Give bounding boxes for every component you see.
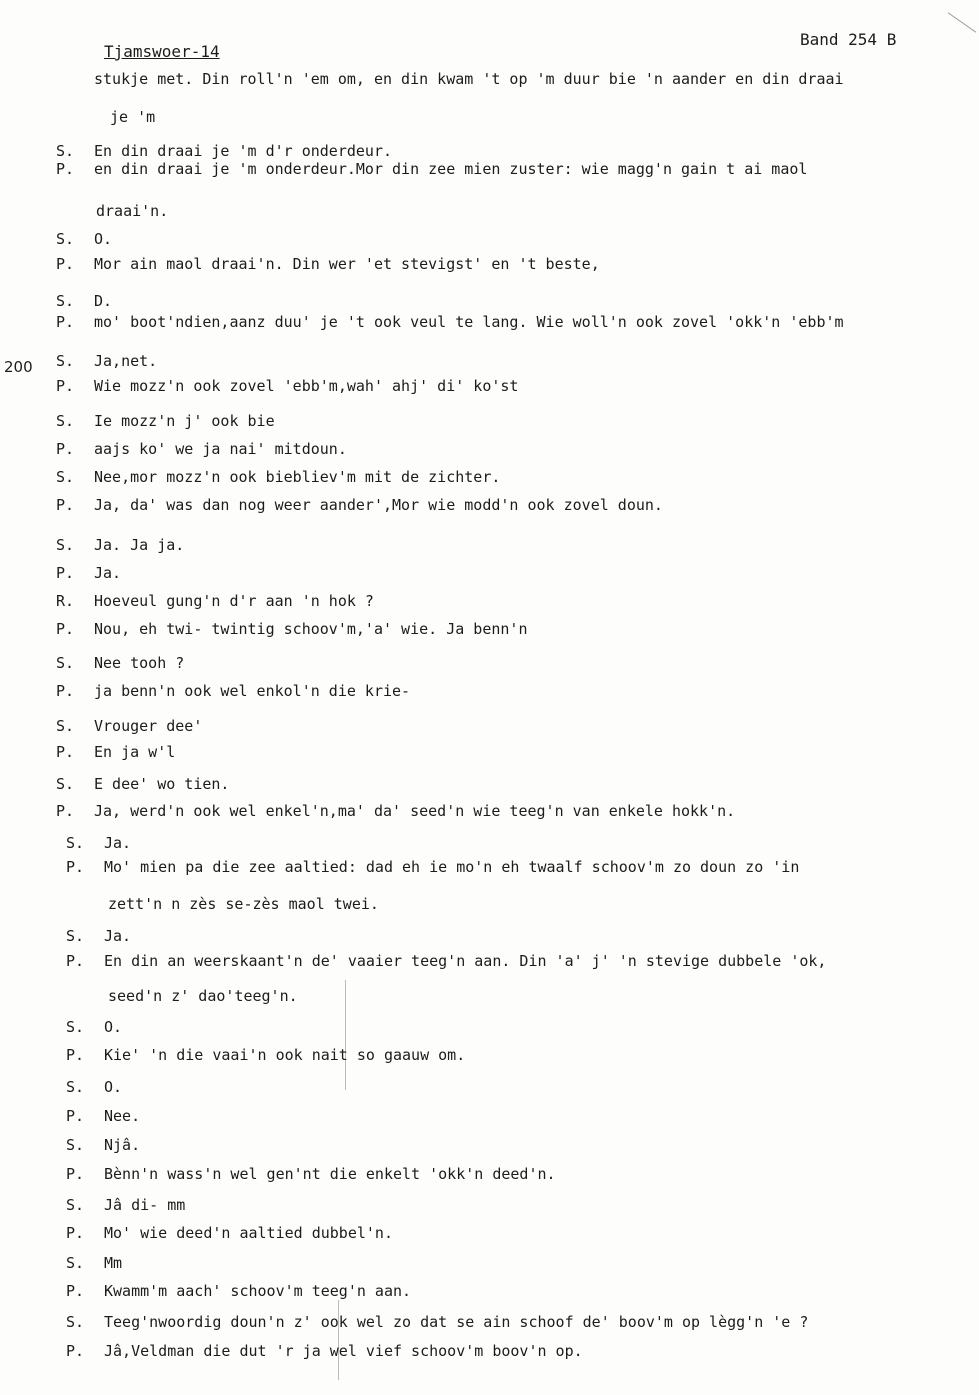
speaker-label: S. [66,1254,85,1272]
transcript-line [56,562,975,584]
utterance-text: aajs ko' we ja nai' mitdoun. [94,440,347,458]
utterance-text: Ja,net. [94,352,158,370]
band-label: Band 254 B [800,30,897,49]
utterance-text: Ja. [104,927,132,945]
utterance-text: Wie mozz'n ook zovel 'ebb'm,wah' ahj' di' ko'st [94,377,519,395]
speaker-label: S. [56,717,75,735]
transcript-line [56,534,975,556]
speaker-label: P. [66,1107,85,1125]
utterance-text: Nee,mor mozz'n ook biebliev'm mit de zichter. [94,468,501,486]
utterance-continuation: draai'n. [96,202,169,220]
utterance-text: Ja, da' was dan nog weer aander',Mor wie modd'n ook zovel doun. [94,496,663,514]
utterance-text: Mm [104,1254,123,1272]
speaker-label: S. [56,352,75,370]
speaker-label: P. [66,952,85,970]
speaker-label: S. [56,412,75,430]
speaker-label: S. [66,1018,85,1036]
transcript-line [56,158,975,180]
utterance-text: Nou, eh twi- twintig schoov'm,'a' wie. Ja benn'n [94,620,528,638]
speaker-label: S. [56,775,75,793]
transcript-line [66,832,975,854]
utterance-text: Ja. [104,834,132,852]
speaker-label: P. [56,802,75,820]
utterance-text: O. [104,1018,123,1036]
transcript-line [56,773,975,795]
utterance-text: Ie mozz'n j' ook bie [94,412,275,430]
speaker-label: S. [56,468,75,486]
transcript-line [56,680,975,702]
utterance-text: Nee. [104,1107,141,1125]
utterance-text: Ja. Ja ja. [94,536,185,554]
speaker-label: P. [56,743,75,761]
transcript-line [66,856,975,878]
utterance-text: Ja, werd'n ook wel enkel'n,ma' da' seed'n wie teeg'n van enkele hokk'n. [94,802,736,820]
transcript-line [56,652,975,674]
utterance-text: Kwamm'm aach' schoov'm teeg'n aan. [104,1282,412,1300]
transcript-line [56,618,975,640]
transcript-line [56,590,975,612]
transcript-line [66,925,975,947]
utterance-text: Kie' 'n die vaai'n ook nait so gaauw om. [104,1046,466,1064]
transcript-line [108,985,975,1007]
utterance-text: O. [104,1078,123,1096]
utterance-text: Nee tooh ? [94,654,185,672]
speaker-label: P. [66,1282,85,1300]
transcript-line [66,1163,975,1185]
utterance-text: En din an weerskaant'n de' vaaier teeg'n aan. Din 'a' j' 'n stevige dubbele 'ok, [104,952,827,970]
transcript-line [66,1076,975,1098]
transcript-line [66,1252,975,1274]
utterance-text: Hoeveul gung'n d'r aan 'n hok ? [94,592,374,610]
utterance-text: mo' boot'ndien,aanz duu' je 't ook veul te lang. Wie woll'n ook zovel 'okk'n 'ebb'm [94,313,844,331]
transcript-line [56,800,975,822]
speaker-label: S. [66,1136,85,1154]
transcript-line [94,68,975,90]
speaker-label: S. [56,536,75,554]
speaker-label: S. [56,654,75,672]
speaker-label: P. [56,313,75,331]
corner-mark [948,12,976,32]
utterance-text: E dee' wo tien. [94,775,230,793]
speaker-label: S. [66,834,85,852]
transcript-line [96,200,975,222]
transcript-line [66,1134,975,1156]
transcript-line [56,715,975,737]
speaker-label: S. [66,1313,85,1331]
transcript-line [56,375,975,397]
speaker-label: S. [56,142,75,160]
utterance-text: En din draai je 'm d'r onderdeur. [94,142,393,160]
utterance-text: Mo' mien pa die zee aaltied: dad eh ie mo'n eh twaalf schoov'm zo doun zo 'in [104,858,800,876]
speaker-label: S. [66,1078,85,1096]
utterance-continuation: stukje met. Din roll'n 'em om, en din kwam 't op 'm duur bie 'n aander en din draai [94,70,844,88]
utterance-text: en din draai je 'm onderdeur.Mor din zee mien zuster: wie magg'n gain t ai maol [94,160,808,178]
transcript-line [66,1280,975,1302]
speaker-label: P. [56,440,75,458]
transcript-line [56,253,975,275]
speaker-label: P. [66,1165,85,1183]
speaker-label: P. [56,496,75,514]
utterance-text: Ja. [94,564,122,582]
utterance-text: Bènn'n wass'n wel gen'nt die enkelt 'okk'n deed'n. [104,1165,556,1183]
speaker-label: P. [66,1224,85,1242]
transcript-line [56,494,975,516]
utterance-text: Teeg'nwoordig doun'n z' ook wel zo dat se ain schoof de' boov'm op lègg'n 'e ? [104,1313,809,1331]
utterance-continuation: je 'm [110,108,156,126]
utterance-text: Njâ. [104,1136,141,1154]
speaker-label: P. [56,620,75,638]
speaker-label: P. [56,682,75,700]
transcript-line [66,1340,975,1362]
transcript-line [56,741,975,763]
transcript-line [56,228,975,250]
speaker-label: P. [56,377,75,395]
speaker-label: P. [66,1342,85,1360]
transcript-line [66,1222,975,1244]
transcript-line [56,410,975,432]
utterance-text: En ja w'l [94,743,176,761]
speaker-label: P. [56,160,75,178]
utterance-text: Mor ain maol draai'n. Din wer 'et stevigst' en 't beste, [94,255,600,273]
utterance-continuation: zett'n n zès se-zès maol twei. [108,895,379,913]
transcript-line [66,950,975,972]
speaker-label: S. [56,292,75,310]
utterance-text: Jâ,Veldman die dut 'r ja wel vief schoov'm boov'n op. [104,1342,583,1360]
utterance-text: Jâ di- mm [104,1196,186,1214]
transcript-line [108,893,975,915]
document-title: Tjamswoer-14 [104,42,220,61]
transcript-line [66,1016,975,1038]
speaker-label: S. [56,230,75,248]
transcript-line [66,1311,975,1333]
utterance-text: O. [94,230,113,248]
utterance-text: D. [94,292,113,310]
utterance-continuation: seed'n z' dao'teeg'n. [108,987,298,1005]
transcript-line [56,350,975,372]
utterance-text: ja benn'n ook wel enkol'n die krie- [94,682,411,700]
transcript-line [66,1105,975,1127]
utterance-text: Vrouger dee' [94,717,203,735]
speaker-label: S. [66,927,85,945]
speaker-label: P. [66,1046,85,1064]
transcript-line [56,290,975,312]
transcript-line [110,106,975,128]
speaker-label: R. [56,592,75,610]
utterance-text: Mo' wie deed'n aaltied dubbel'n. [104,1224,393,1242]
speaker-label: S. [66,1196,85,1214]
transcript-line [66,1044,975,1066]
transcript-line [66,1194,975,1216]
speaker-label: P. [56,564,75,582]
transcript-line [56,311,975,333]
transcript-line [56,466,975,488]
margin-number: 200 [4,358,33,376]
speaker-label: P. [56,255,75,273]
speaker-label: P. [66,858,85,876]
transcript-line [56,438,975,460]
